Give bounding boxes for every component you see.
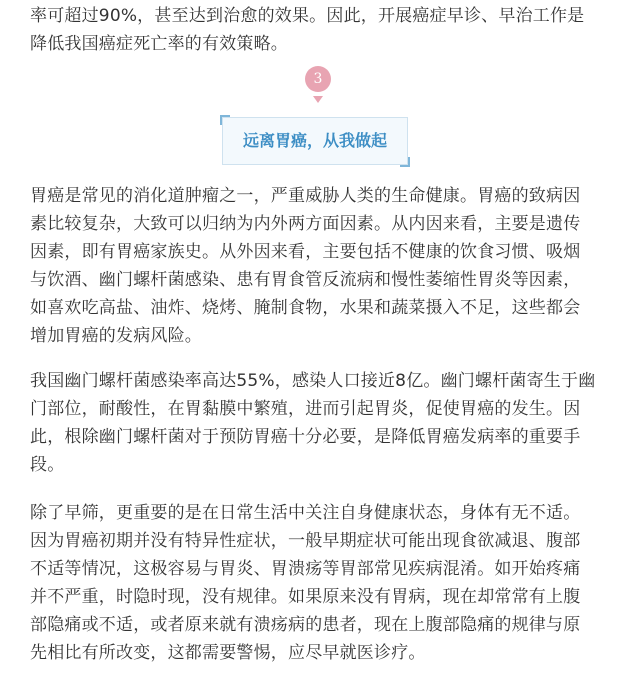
intro-paragraph — [30, 2, 610, 58]
paragraph-helicobacter — [30, 367, 610, 479]
section-number-badge: 3 — [305, 66, 331, 92]
text-line: 素比较复杂，大致可以归纳为内外两方面因素。从内因来看，主要是遗传 — [30, 214, 581, 234]
text-line: 部隐痛或不适，或者原来就有溃疡病的患者，现在上腹部隐痛的规律与原 — [30, 615, 581, 635]
text-line: 我国幽门螺杆菌感染率高达55%，感染人口接近8亿。幽门螺杆菌寄生于幽 — [30, 371, 596, 391]
down-arrow-icon — [313, 96, 323, 103]
text-line: 此，根除幽门螺杆菌对于预防胃癌十分必要，是降低胃癌发病率的重要手 — [30, 427, 581, 447]
text-line: 增加胃癌的发病风险。 — [30, 326, 202, 346]
text-line: 并不严重，时隐时现，没有规律。如果原来没有胃病，现在却常常有上腹 — [30, 587, 581, 607]
text-line: 先相比有所改变，这都需要警惕，应尽早就医诊疗。 — [30, 643, 426, 663]
text-line: 胃癌是常见的消化道肿瘤之一，严重威胁人类的生命健康。胃癌的致病因 — [30, 186, 581, 206]
text-line: 段。 — [30, 455, 65, 475]
text-line: 除了早筛，更重要的是在日常生活中关注自身健康状态，身体有无不适。 — [30, 503, 581, 523]
text-line: 门部位，耐酸性，在胃黏膜中繁殖，进而引起胃炎，促使胃癌的发生。因 — [30, 399, 581, 419]
text-line: 因为胃癌初期并没有特异性症状，一般早期症状可能出现食欲减退、腹部 — [30, 531, 581, 551]
text-line: 与饮酒、幽门螺杆菌感染、患有胃食管反流病和慢性萎缩性胃炎等因素， — [30, 270, 581, 290]
text-line: 降低我国癌症死亡率的有效策略。 — [30, 34, 288, 54]
text-line: 如喜欢吃高盐、油炸、烧烤、腌制食物，水果和蔬菜摄入不足，这些都会 — [30, 298, 581, 318]
text-line: 因素，即有胃癌家族史。从外因来看，主要包括不健康的饮食习惯、吸烟 — [30, 242, 581, 262]
paragraph-causes — [30, 182, 610, 350]
paragraph-symptoms — [30, 499, 610, 667]
section-number-marker — [0, 66, 628, 110]
section-title-box — [222, 117, 408, 165]
text-line: 不适等情况，这极容易与胃炎、胃溃疡等胃部常见疾病混淆。如开始疼痛 — [30, 559, 581, 579]
section-title: 远离胃癌，从我做起 — [242, 131, 387, 150]
text-line: 率可超过90%，甚至达到治愈的效果。因此，开展癌症早诊、早治工作是 — [30, 6, 585, 26]
